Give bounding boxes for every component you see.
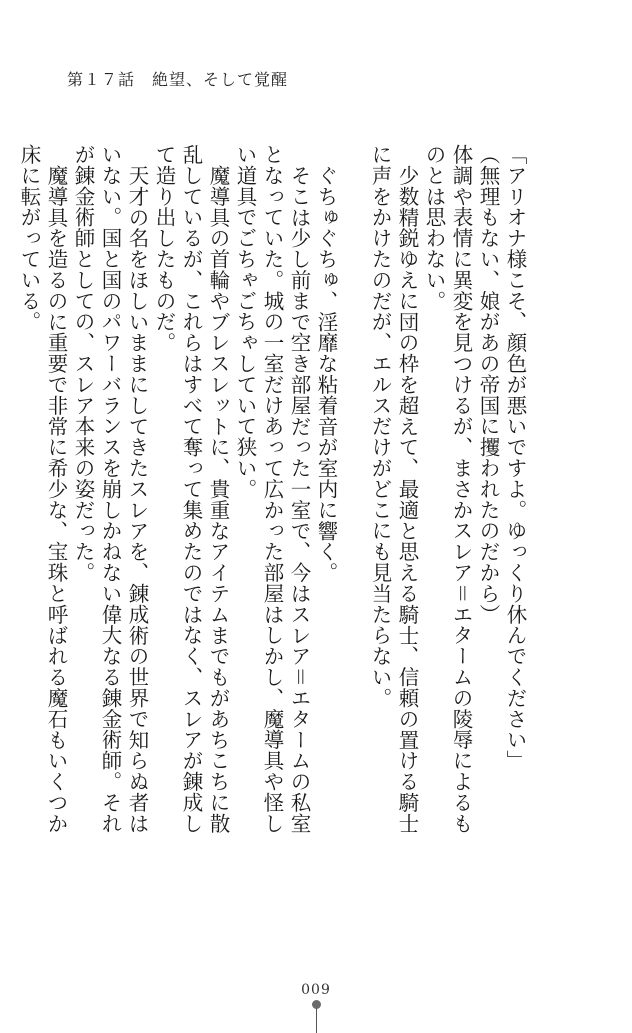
page-number: 009 [301, 982, 331, 998]
page-marker-line [316, 1008, 317, 1033]
vertical-text-body [17, 144, 528, 844]
paragraph-thought: （無理もない、娘があの帝国に攫われたのだから） [476, 144, 500, 625]
chapter-header: 第１７話 絶望、そして覚醒 [67, 70, 289, 89]
paragraph-7: 天才の名をほしいままにしてきたスレアを、錬成術の世界で知らぬ者はいない。国と国のパワーバランスを崩しかねない偉大なる錬金術師。それが錬金術師としての、スレア本来の姿だった。 [71, 144, 149, 834]
paragraph-3: 少数精鋭ゆえに団の枠を超えて、最適と思える騎士、信頼の置ける騎士に声をかけたのだが、エルスだけがどこにも見当たらない。 [368, 144, 419, 834]
paragraph-dialogue-1: 「アリオナ様こそ、顔色が悪いですよ。ゆっくり休んでください」 [503, 144, 527, 771]
paragraph-6: 魔導具の首輪やブレスレットに、貴重なアイテムまでもがあちこちに散乱しているが、これらはすべて奪って集めたのではなく、スレアが錬成して造り出したものだ。 [152, 144, 230, 834]
paragraph-4: ぐちゅぐちゅ、淫靡な粘着音が室内に響く。 [314, 164, 338, 583]
paragraph-2: 体調や表情に異変を見つけるが、まさかスレア＝エタームの陵辱によるものとは思わない。 [422, 144, 473, 834]
paragraph-5: そこは少し前まで空き部屋だった一室で、今はスレア＝エタームの私室となっていた。城の一室だけあって広かった部屋はしかし、魔導具や怪しい道具でごちゃごちゃしていて狭い。 [233, 144, 311, 834]
paragraph-8: 魔導具を造るのに重要で非常に希少な、宝珠と呼ばれる魔石もいくつか床に転がっている。 [17, 144, 68, 834]
page-marker-icon [312, 1000, 321, 1033]
